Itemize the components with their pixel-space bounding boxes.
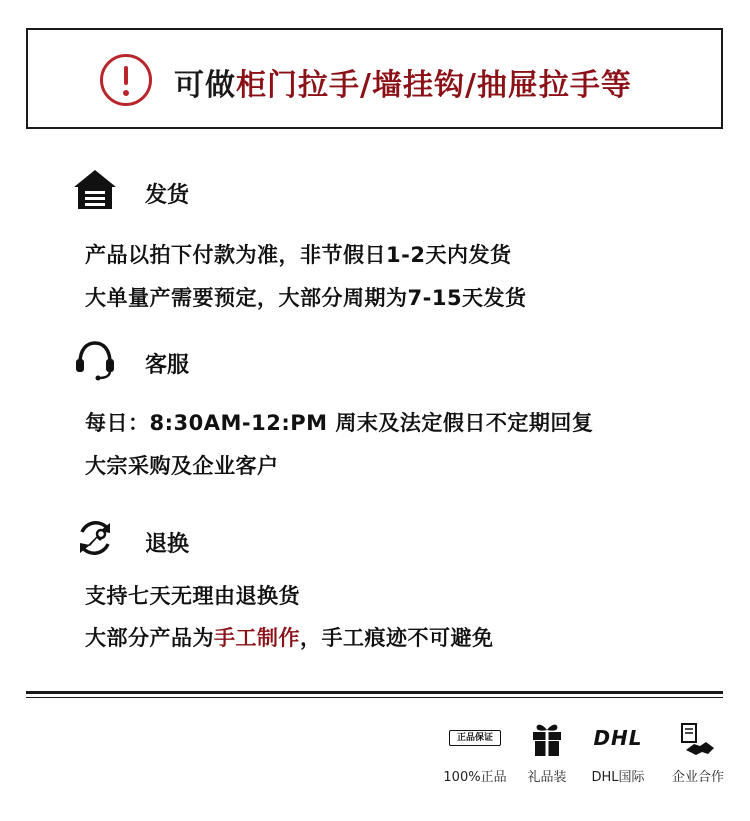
banner-accent: 柜门拉手/墙挂钩/抽屉拉手等 [236,68,632,103]
notice-banner [26,28,723,129]
returns-line-2 [85,622,494,652]
headset-icon [72,337,118,383]
handshake-icon [678,720,718,760]
divider-thin [26,697,723,698]
badge-dhl [578,718,658,785]
handmade-highlight: 手工制作 [214,626,300,650]
badge-business [658,718,738,785]
service-line-2: 大宗采购及企业客户 [85,454,279,478]
badge-genuine [435,718,515,785]
badge-gift [507,718,587,785]
badge-dhl-label: DHL国际 [591,770,645,785]
dhl-logo-icon: DHL [593,726,643,750]
badge-genuine-label: 100%正品 [443,770,507,785]
returns-line-1: 支持七天无理由退换货 [85,584,300,608]
returns-title: 退换 [145,532,190,557]
service-line-1: 每日：8:30AM-12:PM 周末及法定假日不定期回复 [85,411,594,435]
badge-gift-label: 礼品装 [527,770,567,785]
returns-line-2-a: 大部分产品为 [85,626,214,650]
shipping-line-1: 产品以拍下付款为准，非节假日1-2天内发货 [85,243,512,267]
divider [26,691,723,694]
shipping-title: 发货 [145,183,190,208]
service-title: 客服 [145,353,190,378]
shipping-line-2: 大单量产需要预定，大部分周期为7-15天发货 [85,286,527,310]
returns-line-2-b: ，手工痕迹不可避免 [300,626,494,650]
badge-business-label: 企业合作 [671,770,724,785]
gift-icon [527,720,567,760]
exchange-icon [72,515,118,561]
banner-text [174,60,632,104]
banner-lead: 可做 [174,68,236,103]
genuine-stamp-icon: 正品保证 [449,730,501,746]
alert-icon [100,54,152,106]
warehouse-icon [72,167,118,213]
